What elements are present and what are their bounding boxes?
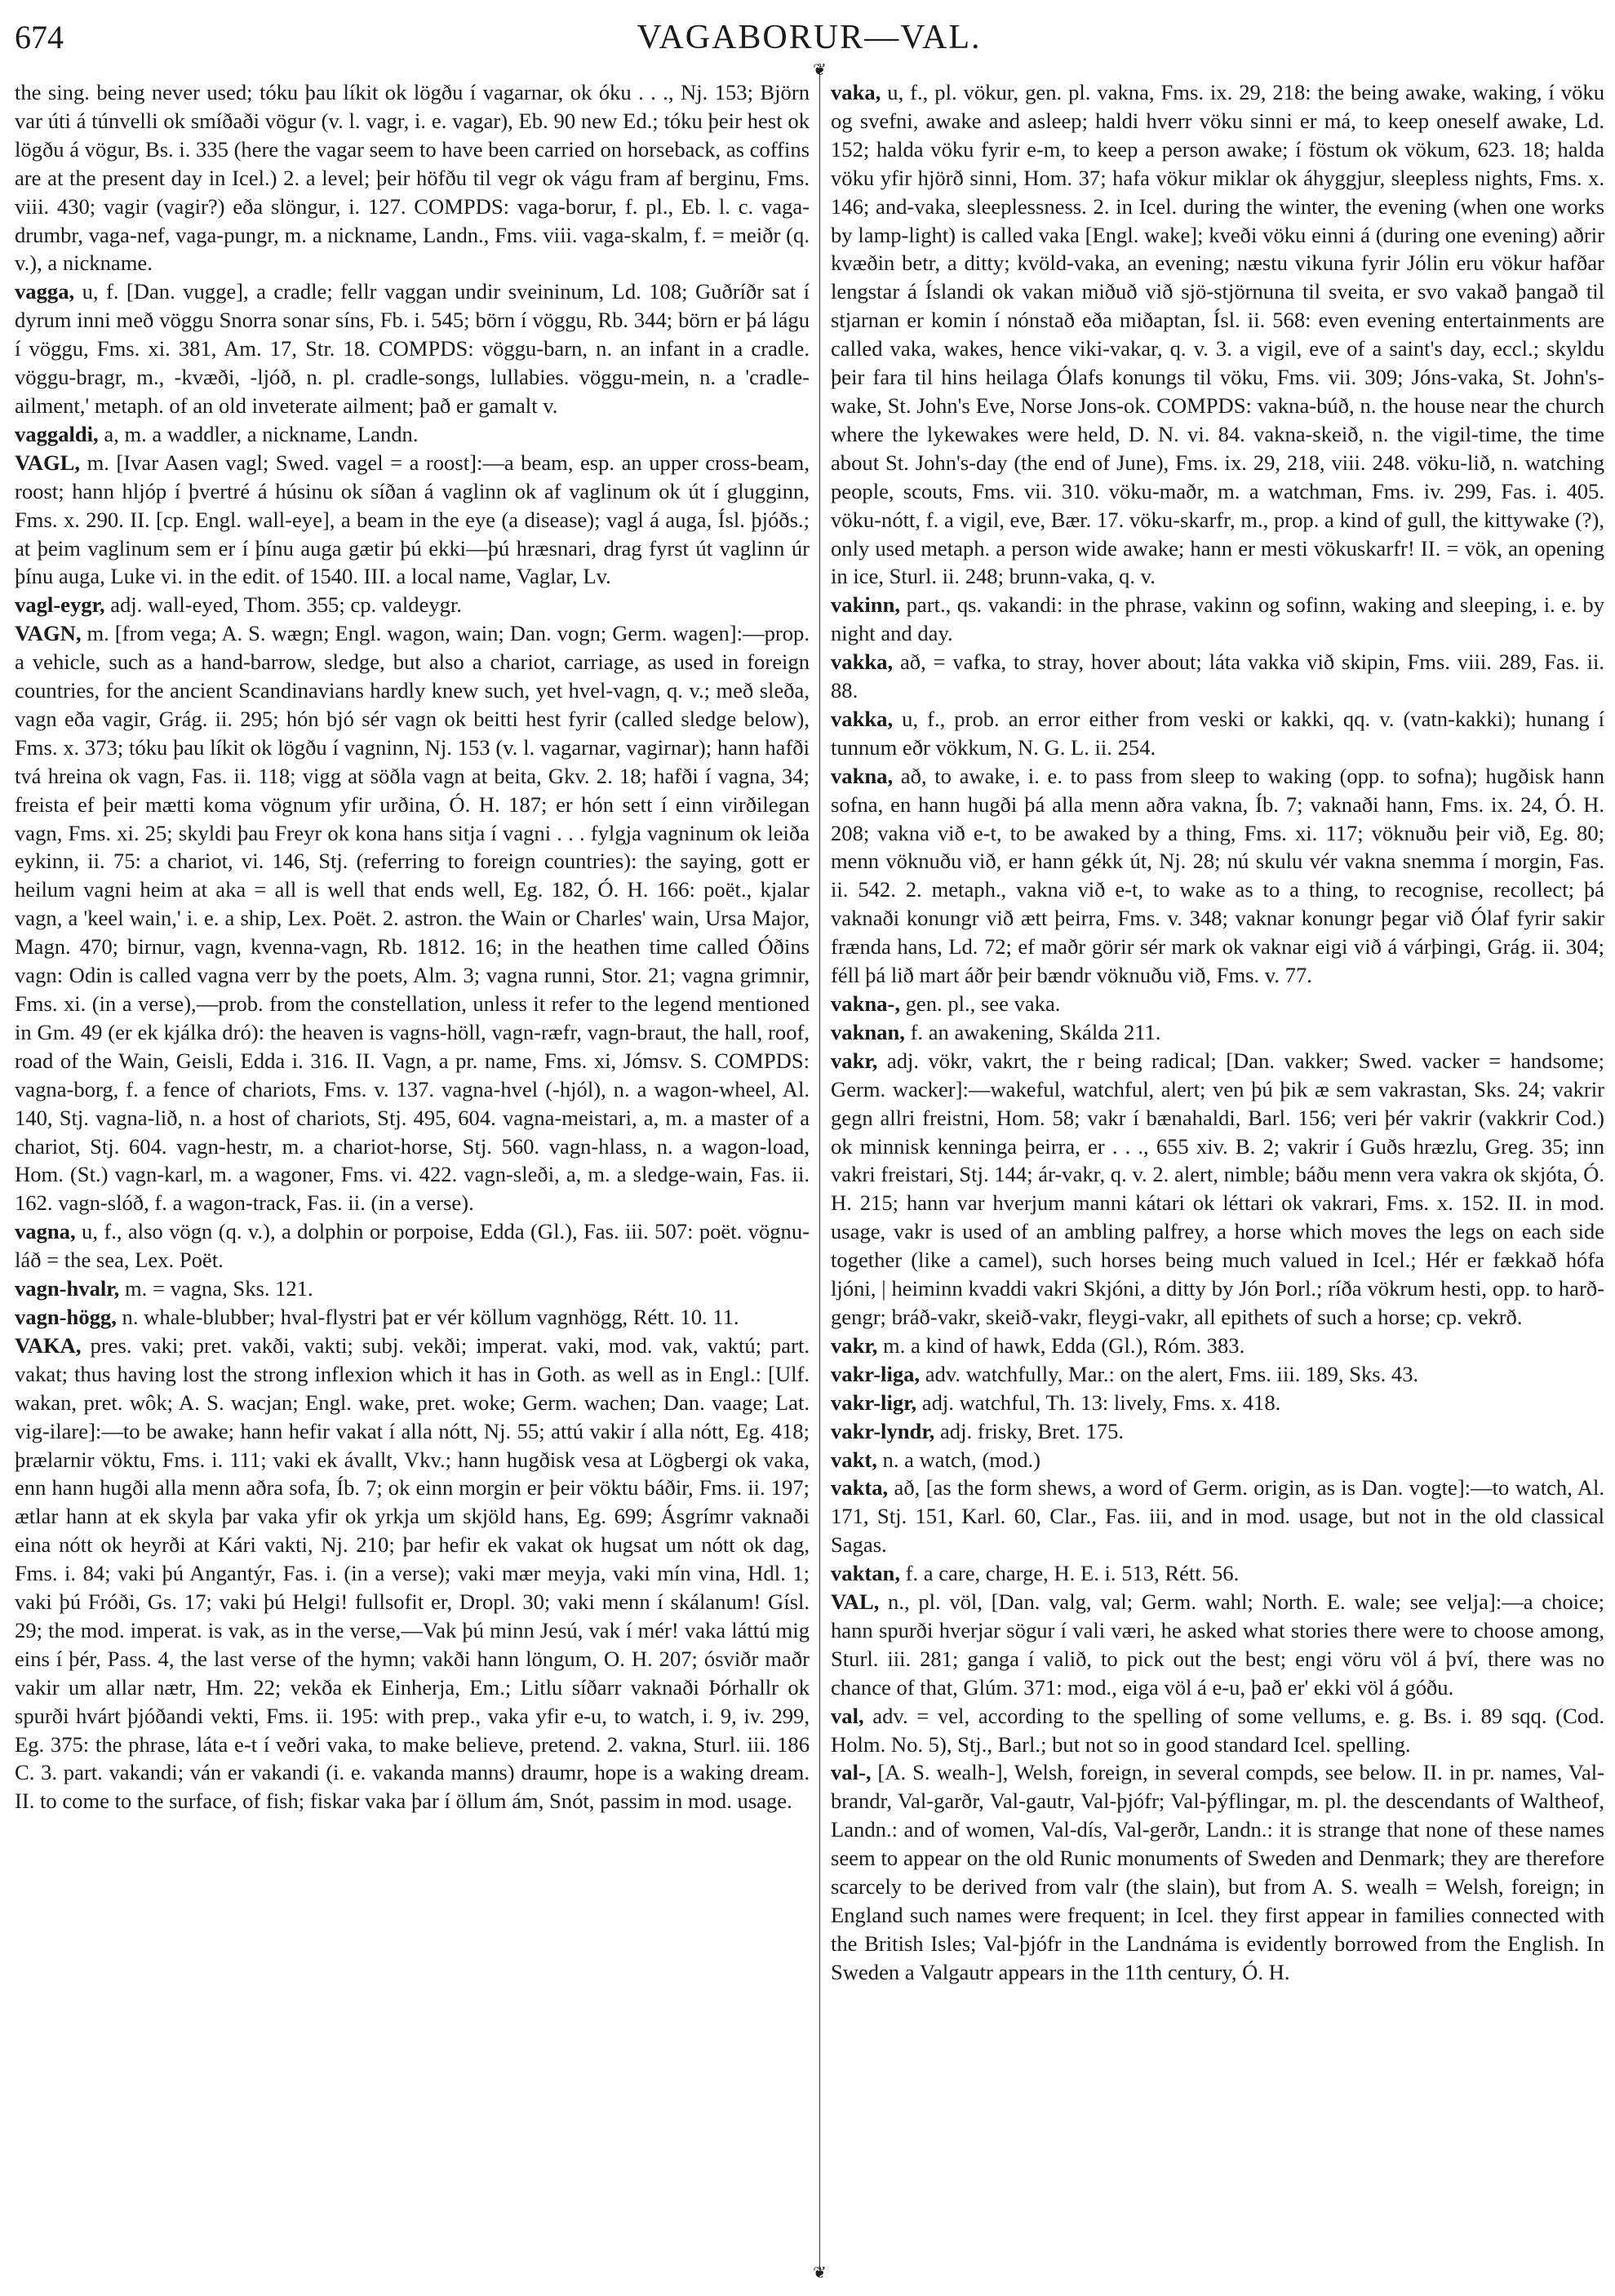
entry-headword: VAGL, — [15, 450, 81, 475]
page-number: 674 — [15, 19, 64, 55]
dictionary-entry — [831, 1047, 1604, 1332]
page-title: VAGABORUR—VAL. — [637, 19, 982, 56]
dictionary-entry — [831, 1417, 1604, 1446]
column-divider — [819, 70, 820, 2273]
dictionary-entry — [831, 1389, 1604, 1417]
entry-definition: m. [from vega; A. S. wægn; Engl. wagon, wain; Dan. vogn; Germ. wagen]:—prop. a vehicle, such as a hand-barrow, sledge, but also a chariot, carriage, as used in foreign countries, for the ancient Scandinavians hardly knew such, yet hvel-vagn, q. v.; með sleða, vagn eða vagir, Grág. ii. 295; hón bjó sér vagn ok beitti hest fyrir (called sledge below), Fms. x. 373; tóku þau líkit ok lögðu í vagninn, Nj. 153 (v. l. vagarnar, vagirnar); hann hafði tvá hreina ok vagn, Fas. ii. 118; vigg at söðla vagn at beita, Gkv. 2. 18; hafði í vagna, 34; freista ef þeir mætti koma vögnum yfir urðina, Ó. H. 187; er hón sett í einn virðilegan vagn, Fms. xi. 25; skyldi þau Freyr ok kona hans sitja í vagni . . . fylgja vagninum ok leiða eykinn, ii. 75: a chariot, vi. 146, Stj. (referring to foreign countries): the saying, gott er heilum vagni heim at aka = all is well that ends well, Eg. 182, Ó. H. 166: poët., kjalar vagn, a 'keel wain,' i. e. a ship, Lex. Poët. 2. astron. the Wain or Charles' wain, Ursa Major, Magn. 470; birnur, vagn, kvenna-vagn, Rb. 1812. 16; in the heathen time called Óðins vagn: Odin is called vagna verr by the poets, Alm. 3; vagna runni, Stor. 21; vagna grimnir, Fms. xi. (in a verse),—prob. from the constellation, unless it refer to the legend mentioned in Gm. 49 (er ek kjálka dró): the heaven is vagns-höll, vagn-ræfr, vagn-braut, the hall, roof, road of the Wain, Geisli, Edda i. 316. II. Vagn, a pr. name, Fms. xi, Jómsv. S. COMPDS: vagna-borg, f. a fence of chariots, Fms. v. 137. vagna-hvel (-hjól), n. a wagon-wheel, Al. 140, Stj. vagna-lið, n. a host of chariots, Stj. 495, 604. vagna-meistari, a, m. a master of a chariot, Stj. 604. vagn-hestr, m. a chariot-horse, Stj. 560. vagn-hlass, n. a wagon-load, Hom. (St.) vagn-karl, m. a wagoner, Fms. vi. 422. vagn-sleði, a, m. a sledge-wain, Fas. ii. 162. vagn-slóð, f. a wagon-track, Fas. ii. (in a verse). — [15, 621, 810, 1216]
dictionary-entry — [831, 1758, 1604, 1986]
entry-definition: að, [as the form shews, a word of Germ. origin, as is Dan. vogte]:—to watch, Al. 171, Stj. 151, Karl. 60, Clar., Fas. iii, and in mod. usage, but not in the old classical Sagas. — [831, 1475, 1604, 1558]
entry-definition: m. [Ivar Aasen vagl; Swed. vagel = a roost]:—a beam, esp. an upper cross-beam, roost; hann hljóp í þvertré á húsinu ok síðan á vaglinn ok af vaglinum ok út í glugginn, Fms. x. 290. II. [cp. Engl. wall-eye], a beam in the eye (a disease); vagl á auga, Ísl. þjóðs.; at þeim vaglinum sem er í þínu auga gætir þú ekki—þú hræsnari, drag fyrst út vaglinn úr þínu auga, Luke vi. in the edit. of 1540. III. a local name, Vaglar, Lv. — [15, 450, 810, 589]
entry-definition: u, f. [Dan. vugge], a cradle; fellr vaggan undir sveininum, Ld. 108; Guðríðr sat í dyrum inni með vöggu Snorra sonar síns, Fb. i. 545; börn í vöggu, Rb. 344; börn er þá lágu í vöggu, Fms. xi. 381, Am. 17, Str. 18. COMPDS: vöggu-barn, n. an infant in a cradle. vöggu-bragr, m., -kvæði, -ljóð, n. pl. cradle-songs, lullabies. vöggu-mein, n. a 'cradle-ailment,' metaph. of an old inveterate ailment; það er gamalt v. — [15, 279, 810, 418]
left-column — [15, 78, 810, 1815]
entry-headword: vakna, — [831, 763, 894, 788]
entry-headword: vakr-ligr, — [831, 1390, 917, 1415]
dictionary-entry — [15, 1303, 810, 1332]
dictionary-entry — [15, 1217, 810, 1274]
entry-definition: adj. vökr, vakrt, the r being radical; [Dan. vakker; Swed. vacker = handsome; Germ. wacker]:—wakeful, watchful, alert; ven þú þik æ sem vakrastan, Sks. 24; vakrir gegn allri freistni, Hom. 58; vakr í bænahaldi, Barl. 156; veri þér vakrir (vakkrir Cod.) ok minnisk kenninga þeirra, er . . ., 655 xiv. B. 2; vakrir í Guðs hræzlu, Greg. 35; inn vakri freistari, Stj. 144; ár-vakr, q. v. 2. alert, nimble; báðu menn vera vakra ok skjóta, Ó. H. 215; hann var hverjum manni kátari ok léttari ok vakrari, Fms. x. 152. II. in mod. usage, vakr is used of an ambling palfrey, a horse which moves the legs on each side together (like a camel), such horses being much valued in Icel.; Hér er fækkað hófa ljóni, | heiminn kvaddi vakri Skjóni, a ditty by Jón Þorl.; ríða vökrum hesti, opp. to harð-gengr; bráð-vakr, skeið-vakr, fleygi-vakr, all epithets of such a horse; cp. vekrð. — [831, 1048, 1604, 1329]
dictionary-entry — [15, 1274, 810, 1303]
entry-definition: f. an awakening, Skálda 211. — [904, 1019, 1161, 1044]
entry-headword: VAGN, — [15, 621, 82, 646]
entry-definition: pres. vaki; pret. vakði, vakti; subj. vekði; imperat. vaki, mod. vak, vaktú; part. vakat; thus having lost the strong inflexion which it has in Goth. as well as in Engl.: [Ulf. wakan, pret. wôk; A. S. wacjan; Engl. wake, pret. woke; Germ. wachen; Dan. vaage; Lat. vig-ilare]:—to be awake; hann hefir vakat í alla nótt, Nj. 55; attú vakir í alla nótt, Eg. 418; þrælarnir vöktu, Fms. i. 111; vaki ek ávallt, Vkv.; hann hugðisk vesa at Lögbergi ok vaka, enn hann hugði alla menn aðra sofa, Íb. 7; ok einn morgin er þeir vöktu báðir, Fms. ii. 197; ætlar hann at ek skyla þar vaka yfir ok yrkja um skjöld hans, Eg. 699; Ásgrímr vaknaði eina nótt ok heyrði at Kári vakti, Nj. 210; þar hefir ek vakat ok hugsat um nótt ok dag, Fms. i. 84; vaki þú Angantýr, Fas. i. (in a verse); vaki mær meyja, vaki mín vina, Hdl. 1; vaki þú Fróði, Gs. 17; vaki þú Helgi! fullsofit er, Dropl. 30; vaki menn í skálanum! Gísl. 29; the mod. imperat. is vak, as in the verse,—Vak þú minn Jesú, vak í mér! vaka láttú mig eins í þér, Pass. 4, the last verse of the hymn; vakði hann löngum, O. H. 207; ósviðr maðr vakir um allar nætr, Hm. 22; vekða ek Einherja, Em.; Litlu síðarr vaknaði Þórhallr ok spurði hvárt þjóðandi vekti, Fms. ii. 195: with prep., vaka yfir e-u, to watch, i. 9, iv. 299, Eg. 375: the phrase, láta e-t í veðri vaka, to make believe, pretend. 2. vakna, Sturl. iii. 186 C. 3. part. vakandi; ván er vakandi (i. e. vakanda manns) draumr, hope is a waking dream. II. to come to the surface, of fish; fiskar vaka þar í öllum ám, Snót, passim in mod. usage. — [15, 1332, 810, 1814]
dictionary-entry — [831, 1588, 1604, 1702]
dictionary-entry — [15, 449, 810, 592]
dictionary-entry — [15, 277, 810, 420]
entry-definition: adj. watchful, Th. 13: lively, Fms. x. 418. — [916, 1390, 1281, 1415]
entry-definition: f. a care, charge, H. E. i. 513, Rétt. 56. — [899, 1561, 1240, 1586]
entry-definition: adj. frisky, Bret. 175. — [934, 1418, 1125, 1443]
entry-headword: vaggaldi, — [15, 421, 99, 446]
divider-ornament-bottom-icon: ❦ — [813, 2264, 827, 2282]
entry-definition: the sing. being never used; tóku þau líkit ok lögðu í vagarnar, ok óku . . ., Nj. 153; Björn var úti á túnvelli ok smíðaði vögur (v. l. vagr, i. e. vagar), Eb. 90 new Ed.; tóku þeir hest ok lögðu á vögur, Bs. i. 335 (here the vagar seem to have been carried on horseback, as coffins are at the present day in Icel.) 2. a level; þeir höfðu til vegr ok vágu fram af berginu, Fms. viii. 430; vagir (vagir?) eða slöngur, i. 127. COMPDS: vaga-borur, f. pl., Eb. l. c. vaga-drumbr, vaga-nef, vaga-pungr, m. a nickname, Landn., Fms. viii. vaga-skalm, f. = meiðr (q. v.), a nickname. — [15, 80, 810, 276]
dictionary-entry — [831, 762, 1604, 990]
dictionary-entry — [831, 78, 1604, 591]
entry-definition: m. = vagna, Sks. 121. — [119, 1276, 313, 1301]
right-column — [831, 78, 1604, 1987]
dictionary-entry — [15, 78, 810, 277]
entry-definition: að, to awake, i. e. to pass from sleep to waking (opp. to sofna); hugðisk hann sofna, en hann hugði þá alla menn aðra vakna, Íb. 7; vaknaði hann, Fms. ix. 24, Ó. H. 208; vakna við e-t, to be awaked by a thing, Fms. xi. 117; vöknuðu þeir við, Eg. 80; menn vöknuðu við, er hann gékk út, Nj. 28; nú skulu vér vakna snemma í morgin, Fas. ii. 542. 2. metaph., vakna við e-t, to wake as to a thing, to recognise, recollect; þá vaknaði konungr við ætt þeirra, Fms. v. 348; vaknar konungr þegar við Ólaf fyrir sakir frænda hans, Ld. 72; ef maðr görir sér mark ok vaknar eigi við á várþingi, Grág. ii. 304; féll þá lið mart áðr þeir bændr vöknuðu við, Fms. v. 77. — [831, 763, 1604, 988]
entry-headword: vakr, — [831, 1048, 878, 1073]
entry-definition: a, m. a waddler, a nickname, Landn. — [98, 421, 419, 446]
entry-definition: u, f., pl. vökur, gen. pl. vakna, Fms. ix. 29, 218: the being awake, waking, í vöku og svefni, awake and asleep; haldi hverr vöku sinni er má, to keep oneself awake, Ld. 152; halda vöku fyrir e-m, to keep a person awake; í föstum ok vökum, 623. 18; halda vöku yfir hjörð sinni, Hom. 37; hafa vökur miklar ok áhyggjur, sleepless nights, Fms. x. 146; and-vaka, sleeplessness. 2. in Icel. during the winter, the evening (when one works by lamp-light) is called vaka [Engl. wake]; kveði vöku einni á (during one evening) aðrir kvæðin betr, a ditty; kvöld-vaka, an evening; næstu vikuna fyrir Jólin eru vökur hafðar lengstar á Íslandi ok vakan miðuð við sjö-stjörnuna til sveita, er svo vakað þangað til stjarnan er komin í nónstað eða miðaptan, Ísl. ii. 568: even evening entertainments are called vaka, wakes, hence viki-vakar, q. v. 3. a vigil, eve of a saint's day, eccl.; skyldu þeir fara til hins heilaga Ólafs konungs til vöku, Fms. vii. 309; Jóns-vaka, St. John's-wake, St. John's Eve, Norse Jons-ok. COMPDS: vakna-búð, n. the house near the church where the lykewakes were held, D. N. vi. 84. vakna-skeið, n. the vigil-time, the time about St. John's-day (the end of June), Fms. ix. 29, 218, viii. 248. vöku-lið, n. watching people, scouts, Fms. vii. 310. vöku-maðr, m. a watchman, Fms. iv. 299, Fas. i. 405. vöku-nótt, f. a vigil, eve, Bær. 17. vöku-skarfr, m., prop. a kind of gull, the kittywake (?), only used metaph. a person wide awake; hann er mesti vökuskarfr! II. = vök, an opening in ice, Sturl. ii. 248; brunn-vaka, q. v. — [831, 80, 1604, 589]
dictionary-entry — [831, 1332, 1604, 1360]
dictionary-entry — [831, 1360, 1604, 1389]
entry-headword: vaknan, — [831, 1019, 905, 1044]
entry-definition: gen. pl., see vaka. — [899, 991, 1061, 1016]
entry-headword: vakr, — [831, 1332, 878, 1358]
entry-headword: vagn-hvalr, — [15, 1276, 120, 1301]
dictionary-entry — [15, 1332, 810, 1815]
entry-headword: vakka, — [831, 649, 894, 675]
dictionary-entry — [831, 1559, 1604, 1588]
entry-headword: vakinn, — [831, 592, 901, 618]
entry-definition: part., qs. vakandi: in the phrase, vakinn og sofinn, waking and sleeping, i. e. by night and day. — [831, 592, 1604, 646]
entry-definition: u, f., prob. an error either from veski or kakki, qq. v. (vatn-kakki); hunang í tunnum eðr vökkum, N. G. L. ii. 254. — [831, 706, 1604, 760]
dictionary-entry — [831, 1702, 1604, 1759]
entry-headword: vagna, — [15, 1219, 76, 1244]
dictionary-entry — [15, 591, 810, 619]
entry-headword: vaktan, — [831, 1561, 900, 1586]
entry-headword: val, — [831, 1703, 864, 1728]
entry-headword: vakr-liga, — [831, 1361, 921, 1386]
entry-headword: vakr-lyndr, — [831, 1418, 935, 1443]
dictionary-entry — [831, 1446, 1604, 1474]
entry-definition: n. whale-blubber; hval-flystri þat er vér köllum vagnhögg, Rétt. 10. 11. — [116, 1304, 739, 1329]
entry-headword: vagn-högg, — [15, 1304, 117, 1329]
entry-headword: vaka, — [831, 80, 881, 104]
dictionary-entry — [831, 591, 1604, 648]
dictionary-entry — [831, 648, 1604, 705]
entry-definition: n., pl. völ, [Dan. valg, val; Germ. wahl; North. E. wale; see velja]:—a choice; hann spurði hverjar sögur í vali væri, he asked what stories there were to choose among, Sturl. iii. 281; ganga í valið, to pick out the best; engi vöru völ á því, there was no chance of that, Glúm. 371: mod., eiga völ á e-u, það er' ekki völ á góðu. — [831, 1589, 1604, 1700]
dictionary-entry — [831, 1474, 1604, 1559]
dictionary-entry — [15, 619, 810, 1217]
dictionary-entry — [831, 705, 1604, 762]
entry-definition: m. a kind of hawk, Edda (Gl.), Róm. 383. — [877, 1332, 1245, 1358]
entry-definition: n. a watch, (mod.) — [876, 1447, 1041, 1472]
entry-headword: vagga, — [15, 279, 75, 304]
page-header — [15, 18, 1604, 67]
entry-headword: vagl-eygr, — [15, 592, 105, 618]
entry-headword: val-, — [831, 1760, 872, 1785]
dictionary-entry — [831, 990, 1604, 1018]
dictionary-entry — [831, 1018, 1604, 1047]
entry-headword: vakna-, — [831, 991, 900, 1016]
entry-definition: adj. wall-eyed, Thom. 355; cp. valdeygr. — [104, 592, 463, 618]
entry-headword: vakka, — [831, 706, 894, 731]
entry-headword: vakta, — [831, 1475, 889, 1500]
entry-definition: [A. S. wealh-], Welsh, foreign, in several compds, see below. II. in pr. names, Val-brandr, Val-garðr, Val-gautr, Val-þjófr; Val-þýflingar, m. pl. the descendants of Waltheof, Landn.: and of women, Val-dís, Val-gerðr, Landn.: it is strange that none of these names seem to appear on the old Runic monuments of Sweden and Denmark; they are therefore scarcely to be derived from valr (the slain), but from A. S. wealh = Welsh, foreign; in England such names were frequent; in Icel. they first appear in families connected with the British Isles; Val-þjófr in the Landnáma is evidently borrowed from the English. In Sweden a Valgautr appears in the 11th century, Ó. H. — [831, 1760, 1604, 1984]
dictionary-entry — [15, 420, 810, 449]
entry-headword: vakt, — [831, 1447, 877, 1472]
entry-headword: VAKA, — [15, 1332, 82, 1358]
entry-definition: að, = vafka, to stray, hover about; láta vakka við skipin, Fms. viii. 289, Fas. ii. 88. — [831, 649, 1604, 703]
divider-ornament-top-icon: ❦ — [813, 61, 827, 79]
entry-definition: u, f., also vögn (q. v.), a dolphin or porpoise, Edda (Gl.), Fas. iii. 507: poët. vögnu-láð = the sea, Lex. Poët. — [15, 1219, 810, 1273]
entry-headword: VAL, — [831, 1589, 880, 1615]
entry-definition: adv. watchfully, Mar.: on the alert, Fms. iii. 189, Sks. 43. — [920, 1361, 1419, 1386]
entry-definition: adv. = vel, according to the spelling of some vellums, e. g. Bs. i. 89 sqq. (Cod. Holm. No. 5), Stj., Barl.; but not so in good standard Icel. spelling. — [831, 1703, 1604, 1757]
